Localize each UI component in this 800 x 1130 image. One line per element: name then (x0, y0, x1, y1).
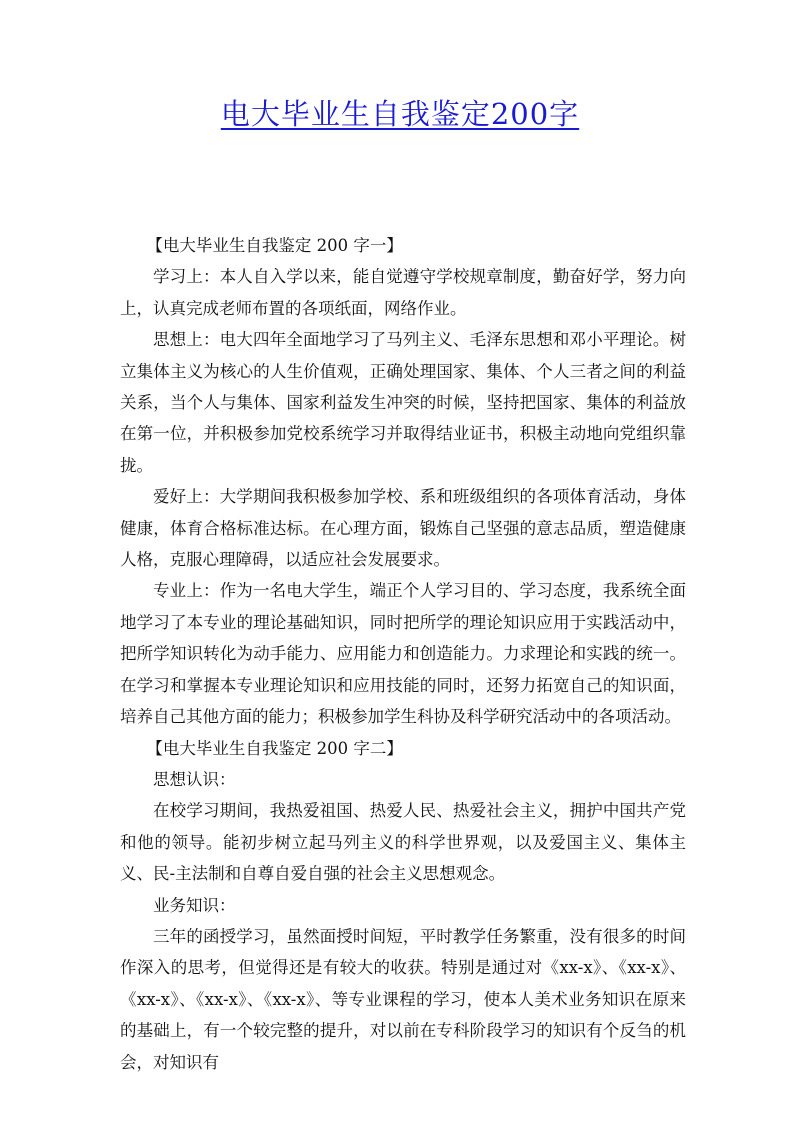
subheading-professional-knowledge: 业务知识： (153, 895, 236, 915)
section-1-heading: 【电大毕业生自我鉴定 200 字一】 (146, 236, 403, 255)
paragraph-professional-knowledge: 三年的函授学习，虽然面授时间短，平时教学任务繁重，没有很多的时间作深入的思考，但觉得还是有较大的收获。特别是通过对《xx-x》、《xx-x》、《xx-x》、《xx-x》、《xx-x》、等专业课程的学习，使本人美术业务知识在原来的基础上，有一个较完整的提升，对以前在专科阶段学习的知识有个反刍的机会，对知识有 (120, 926, 686, 1072)
section-2-heading: 【电大毕业生自我鉴定 200 字二】 (146, 738, 403, 758)
paragraph-study: 学习上：本人自入学以来，能自觉遵守学校规章制度，勤奋好学，努力向上，认真完成老师布置的各项纸面，网络作业。 (120, 267, 686, 318)
document-title[interactable]: 电大毕业生自我鉴定200字 (220, 97, 580, 131)
paragraph-thought: 思想上：电大四年全面地学习了马列主义、毛泽东思想和邓小平理论。树立集体主义为核心的人生价值观，正确处理国家、集体、个人三者之间的利益关系，当个人与集体、国家利益发生冲突的时候，坚持把国家、集体的利益放在第一位，并积极参加党校系统学习并取得结业证书，积极主动地向党组织靠拢。 (120, 330, 686, 475)
document-body (120, 230, 686, 1078)
paragraph-thought-awareness: 在校学习期间，我热爱祖国、热爱人民、热爱社会主义，拥护中国共产党和他的领导。能初步树立起马列主义的科学世界观，以及爱国主义、集体主义、民-主法制和自尊自爱自强的社会主义思想观念。 (120, 801, 686, 884)
paragraph-major: 专业上：作为一名电大学生，端正个人学习目的、学习态度，我系统全面地学习了本专业的理论基础知识，同时把所学的理论知识应用于实践活动中，把所学知识转化为动手能力、应用能力和创造能力。力求理论和实践的统一。在学习和掌握本专业理论知识和应用技能的同时，还努力拓宽自己的知识面，培养自己其他方面的能力；积极参加学生科协及科学研究活动中的各项活动。 (120, 581, 686, 727)
paragraph-hobby: 爱好上：大学期间我积极参加学校、系和班级组织的各项体育活动，身体健康，体育合格标准达标。在心理方面，锻炼自己坚强的意志品质，塑造健康人格，克服心理障碍，以适应社会发展要求。 (120, 487, 686, 570)
subheading-thought-awareness: 思想认识： (153, 769, 236, 789)
